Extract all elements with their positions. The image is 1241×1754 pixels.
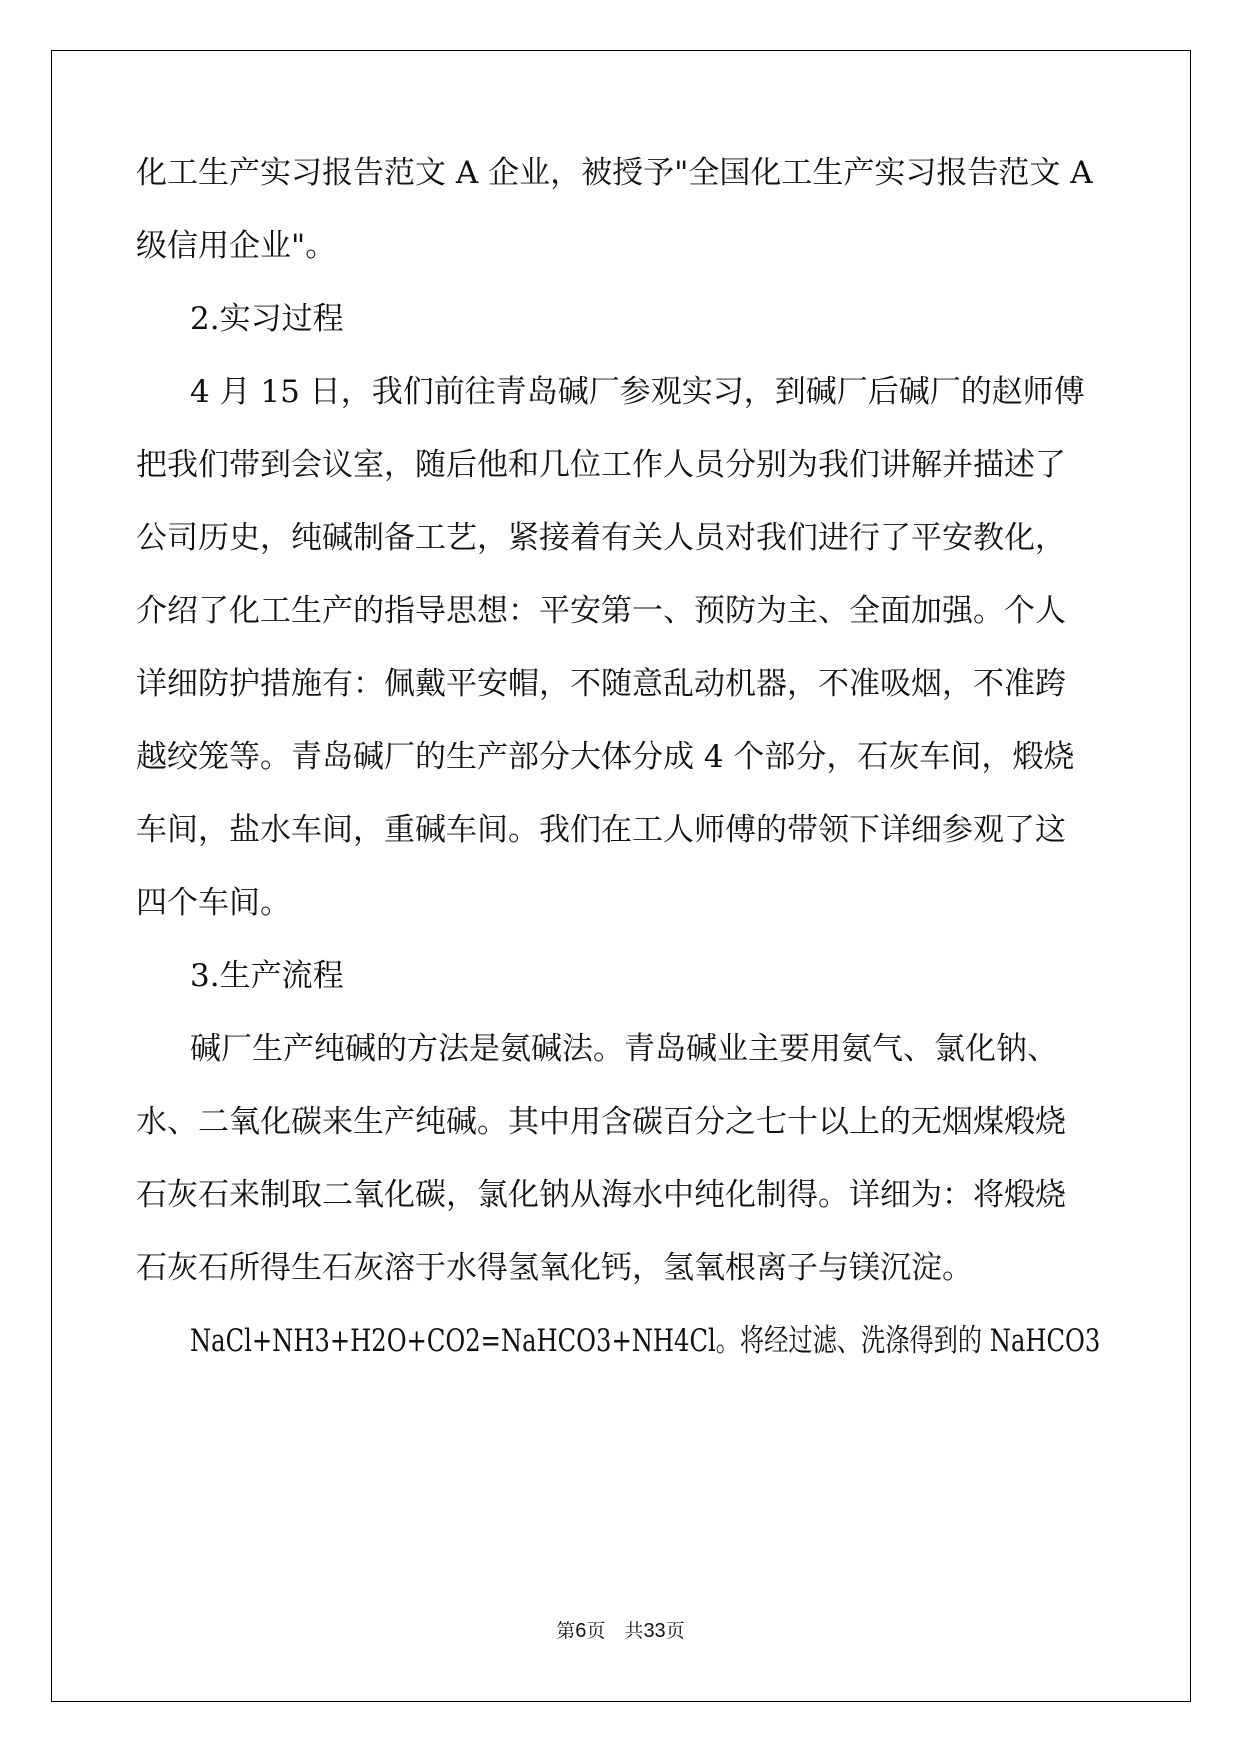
text-line: 4 月 15 日，我们前往青岛碱厂参观实习，到碱厂后碱厂的赵师傅 [190, 374, 1085, 410]
total-page-count: 33 [643, 1620, 666, 1642]
text-line: 越绞笼等。青岛碱厂的生产部分大体分成 4 个部分，石灰车间，煅烧 [136, 739, 1075, 775]
text-line: 化工生产实习报告范文 A 企业，被授予"全国化工生产实习报告范文 A [136, 155, 1093, 191]
text-line: 石灰石来制取二氧化碳，氯化钠从海水中纯化制得。详细为：将煅烧 [136, 1177, 1066, 1213]
text-line: 石灰石所得生石灰溶于水得氢氧化钙，氢氧根离子与镁沉淀。 [136, 1250, 973, 1286]
text-line: 碱厂生产纯碱的方法是氨碱法。青岛碱业主要用氨气、氯化钠、 [190, 1031, 1058, 1067]
page-border [51, 50, 1191, 1702]
text-line: 车间，盐水车间，重碱车间。我们在工人师傅的带领下详细参观了这 [136, 812, 1066, 848]
section-heading: 2.实习过程 [190, 301, 344, 337]
footer-suffix: 页 [665, 1620, 685, 1642]
text-line: 四个车间。 [136, 885, 291, 921]
text-line: 把我们带到会议室，随后他和几位工作人员分别为我们讲解并描述了 [136, 447, 1066, 483]
page-footer [0, 1618, 1241, 1644]
section-heading: 3.生产流程 [190, 958, 344, 994]
current-page-number: 6 [575, 1620, 587, 1642]
text-line: 公司历史，纯碱制备工艺，紧接着有关人员对我们进行了平安教化， [136, 520, 1066, 556]
text-line: 级信用企业"。 [136, 228, 337, 264]
text-line: 介绍了化工生产的指导思想：平安第一、预防为主、全面加强。个人 [136, 593, 1066, 629]
text-line: NaCl+NH3+H2O+CO2=NaHCO3+NH4Cl。将经过滤、洗涤得到的 NaHCO3 [190, 1323, 1101, 1359]
footer-prefix: 第 [556, 1620, 576, 1642]
text-line: 详细防护措施有：佩戴平安帽，不随意乱动机器，不准吸烟，不准跨 [136, 666, 1066, 702]
footer-mid: 页 共 [586, 1620, 644, 1642]
text-line: 水、二氧化碳来生产纯碱。其中用含碳百分之七十以上的无烟煤煅烧 [136, 1104, 1066, 1140]
